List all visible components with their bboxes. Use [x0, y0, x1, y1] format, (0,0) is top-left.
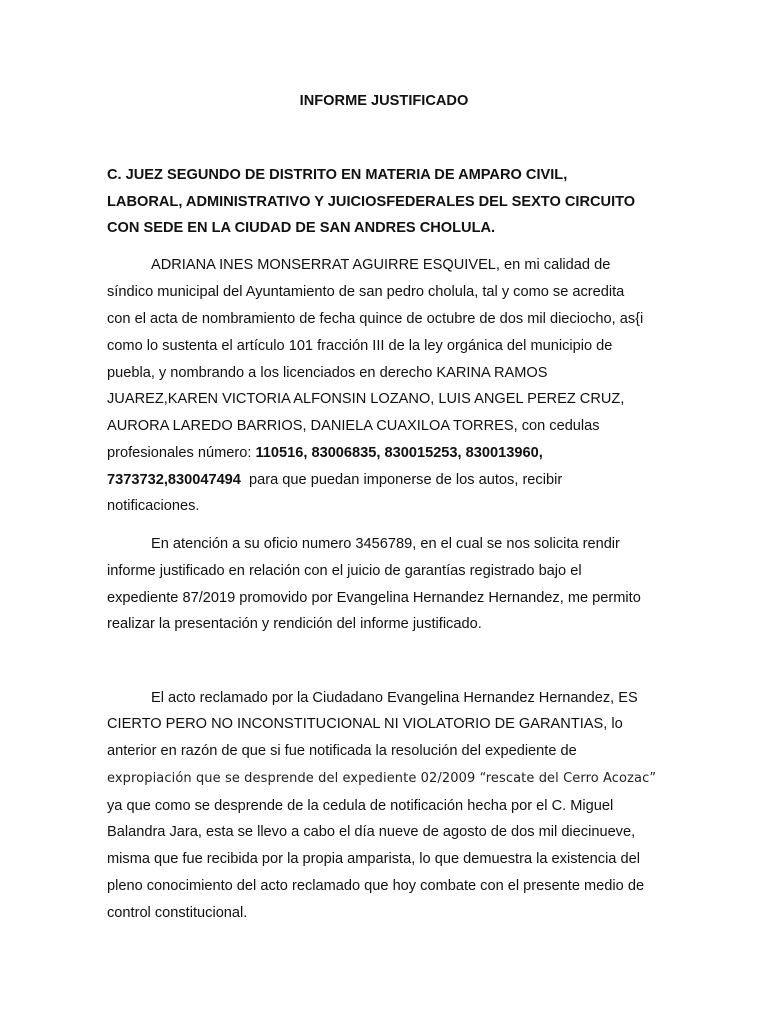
paragraph-1-line-1: ADRIANA INES MONSERRAT AGUIRRE ESQUIVEL, en mi calidad de — [151, 257, 611, 273]
document-title: INFORME JUSTIFICADO — [299, 93, 469, 109]
addressee-line-2: LABORAL, ADMINISTRATIVO Y JUICIOSFEDERALES DEL SEXTO CIRCUITO — [107, 194, 636, 210]
paragraph-3-line-9: control constitucional. — [107, 905, 248, 921]
addressee-line-3: CON SEDE EN LA CIUDAD DE SAN ANDRES CHOLULA. — [107, 220, 496, 236]
paragraph-3-line-3: anterior en razón de que si fue notificada la resolución del expediente de — [107, 743, 577, 759]
cedulas-numbers-2: 7373732,830047494 — [107, 472, 241, 488]
paragraph-3-line-4: expropiación que se desprende del expediente 02/2009 “rescate del Cerro Acozac” — [107, 771, 657, 786]
paragraph-1-line-5: puebla, y nombrando a los licenciados en derecho KARINA RAMOS — [107, 365, 548, 381]
paragraph-3-line-6: Balandra Jara, esta se llevo a cabo el día nueve de agosto de dos mil diecinueve, — [107, 824, 636, 840]
paragraph-3-line-1: El acto reclamado por la Ciudadano Evangelina Hernandez Hernandez, ES — [151, 690, 638, 706]
paragraph-1-line-10: notificaciones. — [107, 498, 200, 514]
paragraph-2-line-2: informe justificado en relación con el juicio de garantías registrado bajo el — [107, 563, 582, 579]
paragraph-1-line-8 — [107, 444, 543, 462]
paragraph-3-line-7: misma que fue recibida por la propia amparista, lo que demuestra la existencia del — [107, 851, 640, 867]
paragraph-1-line-2: síndico municipal del Ayuntamiento de san pedro cholula, tal y como se acredita — [107, 284, 625, 300]
paragraph-3-line-5: ya que como se desprende de la cedula de notificación hecha por el C. Miguel — [107, 798, 614, 814]
cedulas-label: profesionales número: — [107, 445, 256, 461]
paragraph-3-line-2: CIERTO PERO NO INCONSTITUCIONAL NI VIOLATORIO DE GARANTIAS, lo — [107, 716, 623, 732]
paragraph-2-line-4: realizar la presentación y rendición del informe justificado. — [107, 616, 482, 632]
cedulas-numbers-1: 110516, 83006835, 830015253, 830013960, — [255, 445, 543, 461]
paragraph-1-line-4: como lo sustenta el artículo 101 fracción III de la ley orgánica del municipio de — [107, 338, 613, 354]
paragraph-1-line-7: AURORA LAREDO BARRIOS, DANIELA CUAXILOA TORRES, con cedulas — [107, 418, 600, 434]
paragraph-1-line-9-text: para que puedan imponerse de los autos, recibir — [240, 472, 563, 488]
paragraph-2-line-3: expediente 87/2019 promovido por Evangelina Hernandez Hernandez, me permito — [107, 590, 641, 606]
paragraph-1-line-3: con el acta de nombramiento de fecha quince de octubre de dos mil dieciocho, as{i — [107, 311, 644, 327]
addressee-line-1: C. JUEZ SEGUNDO DE DISTRITO EN MATERIA DE AMPARO CIVIL, — [107, 167, 568, 183]
paragraph-1-line-6: JUAREZ,KAREN VICTORIA ALFONSIN LOZANO, LUIS ANGEL PEREZ CRUZ, — [107, 391, 625, 407]
paragraph-1-line-9 — [107, 471, 562, 489]
paragraph-3-line-8: pleno conocimiento del acto reclamado que hoy combate con el presente medio de — [107, 878, 645, 894]
paragraph-2-line-1: En atención a su oficio numero 3456789, en el cual se nos solicita rendir — [151, 536, 620, 552]
